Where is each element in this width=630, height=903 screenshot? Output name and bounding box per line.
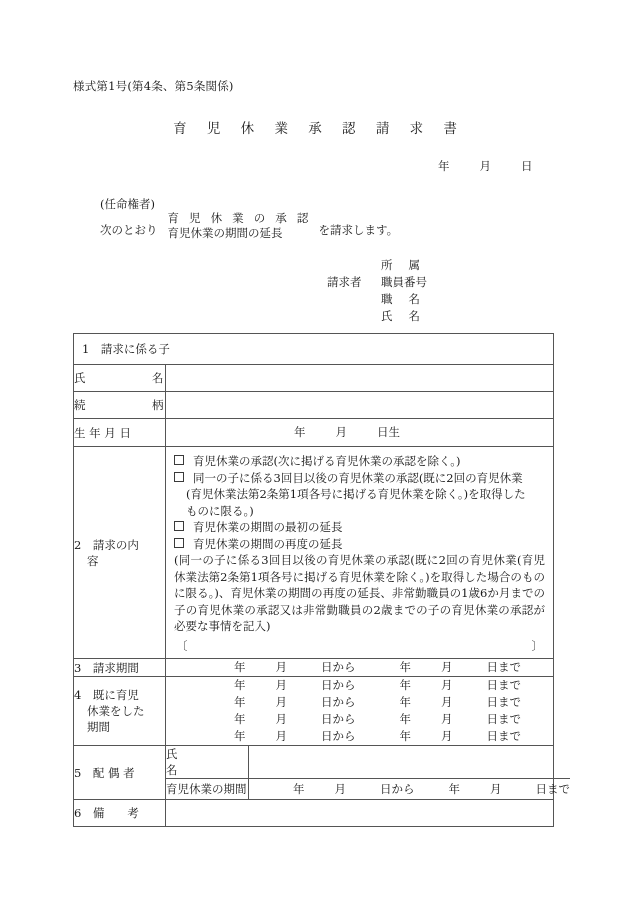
request-lead: 次のとおり — [100, 223, 158, 237]
section2-content — [166, 447, 554, 659]
page-title: 育 児 休 業 承 認 請 求 書 — [173, 121, 465, 137]
checkbox-icon[interactable] — [174, 538, 184, 548]
table-row-section4 — [74, 677, 554, 746]
table-row-section2 — [74, 447, 554, 659]
requester-affiliation-label: 所 属 — [381, 258, 420, 272]
section2-note: (同一の子に係る3回目以後の育児休業の承認(既に2回の育児休業(育児休業法第2条第1項各号に掲げる育児休業を除く。)を取得した場合のものに限る。)、育児休業の期間の再度の延長、非常勤職員の1歳6か月までの子の育児休業の承認又は非常勤職員の2歳までの子の育児休業の承認が必要な事情を記入) — [174, 553, 546, 633]
table-row-section6 — [74, 800, 554, 827]
table-row-section1-heading — [74, 334, 554, 365]
checkbox-option-2-text: 同一の子に係る3回目以後の育児休業の承認(既に2回の育児休業 — [193, 470, 523, 485]
section3-period-input[interactable] — [166, 659, 554, 677]
section4-periods-input[interactable] — [166, 677, 554, 746]
checkbox-option-1-text: 育児休業の承認(次に掲げる育児休業の承認を除く。) — [193, 454, 461, 468]
section6-input[interactable] — [166, 800, 554, 827]
period-line: 年 月 日から 年 月 日まで — [234, 678, 521, 692]
requester-employee-number-label: 職員番号 — [381, 275, 427, 289]
date-month-label: 月 — [479, 159, 491, 173]
appointer-label: (任命権者) — [100, 197, 155, 211]
request-sentence — [100, 211, 398, 241]
date-day-label: 日 — [521, 159, 533, 173]
spouse-period-label: 育児休業の期間 — [166, 779, 249, 800]
period-line: 年 月 日から 年 月 日まで — [234, 729, 521, 743]
checkbox-option-3[interactable] — [174, 519, 545, 536]
checkbox-option-4-text: 育児休業の期間の再度の延長 — [193, 536, 343, 551]
date-year-label: 年 — [438, 159, 450, 173]
checkbox-option-1[interactable] — [174, 453, 545, 470]
section3-label: 3 請求期間 — [74, 659, 166, 677]
period-line: 年 月 日から 年 月 日まで — [234, 712, 521, 726]
request-tail: を請求します。 — [318, 223, 399, 237]
checkbox-option-4[interactable] — [174, 536, 545, 553]
spouse-name-input[interactable] — [249, 746, 571, 779]
child-name-input[interactable] — [166, 365, 554, 392]
birth-year-label: 年 — [294, 425, 306, 439]
table-row-child-name — [74, 365, 554, 392]
submission-date-line — [438, 158, 533, 174]
table-row-child-birthdate — [74, 419, 554, 447]
checkbox-option-2[interactable] — [174, 470, 545, 487]
section6-label: 6 備 考 — [74, 800, 166, 827]
child-name-label: 氏 名 — [74, 365, 166, 392]
birth-day-label: 日生 — [377, 425, 400, 439]
child-relation-label: 続 柄 — [74, 392, 166, 419]
section4-label: 4 既に育児 休業をした 期間 — [74, 677, 166, 746]
requester-name-label: 氏 名 — [381, 309, 420, 323]
birth-month-label: 月 — [335, 425, 347, 439]
table-row-section3 — [74, 659, 554, 677]
spouse-period-row — [166, 779, 570, 800]
request-form-table — [73, 333, 570, 827]
requester-block — [327, 257, 427, 325]
child-relation-input[interactable] — [166, 392, 554, 419]
bracket-close: 〕 — [531, 638, 544, 653]
spouse-period-input[interactable]: 年 月 日から 年 月 日まで — [293, 782, 570, 796]
section1-heading: 1 請求に係る子 — [74, 334, 554, 365]
checkbox-option-2-cont-2: ものに限る。) — [186, 503, 254, 518]
requester-job-title-label: 職 名 — [381, 292, 420, 306]
request-option-extension: 育児休業の期間の延長 — [167, 226, 283, 240]
table-row-section5 — [74, 746, 554, 800]
checkbox-icon[interactable] — [174, 472, 184, 482]
requester-label: 請求者 — [327, 275, 362, 289]
checkbox-icon[interactable] — [174, 521, 184, 531]
child-birthdate-input[interactable] — [166, 419, 554, 447]
request-option-approval: 育 児 休 業 の 承 認 — [167, 211, 312, 225]
request-options — [168, 211, 312, 241]
period-line: 年 月 日から 年 月 日まで — [234, 660, 521, 674]
bracket-open: 〔 — [176, 638, 188, 653]
section5-label: 5 配 偶 者 — [74, 746, 166, 800]
spouse-name-row — [166, 746, 570, 779]
form-number: 様式第1号(第4条、第5条関係) — [73, 79, 234, 93]
period-line: 年 月 日から 年 月 日まで — [234, 695, 521, 709]
checkbox-option-2-cont-1: (育児休業法第2条第1項各号に掲げる育児休業を除く。)を取得した — [186, 487, 526, 501]
section5-content — [166, 746, 570, 800]
checkbox-option-3-text: 育児休業の期間の最初の延長 — [193, 520, 343, 534]
table-row-child-relation — [74, 392, 554, 419]
spouse-subtable — [166, 746, 570, 799]
child-birthdate-label: 生 年 月 日 — [74, 419, 166, 447]
spouse-name-label: 氏名 — [166, 746, 249, 779]
checkbox-icon[interactable] — [174, 455, 184, 465]
section2-reason-field[interactable] — [174, 635, 545, 655]
section2-label: 2 請求の内 容 — [74, 447, 166, 659]
